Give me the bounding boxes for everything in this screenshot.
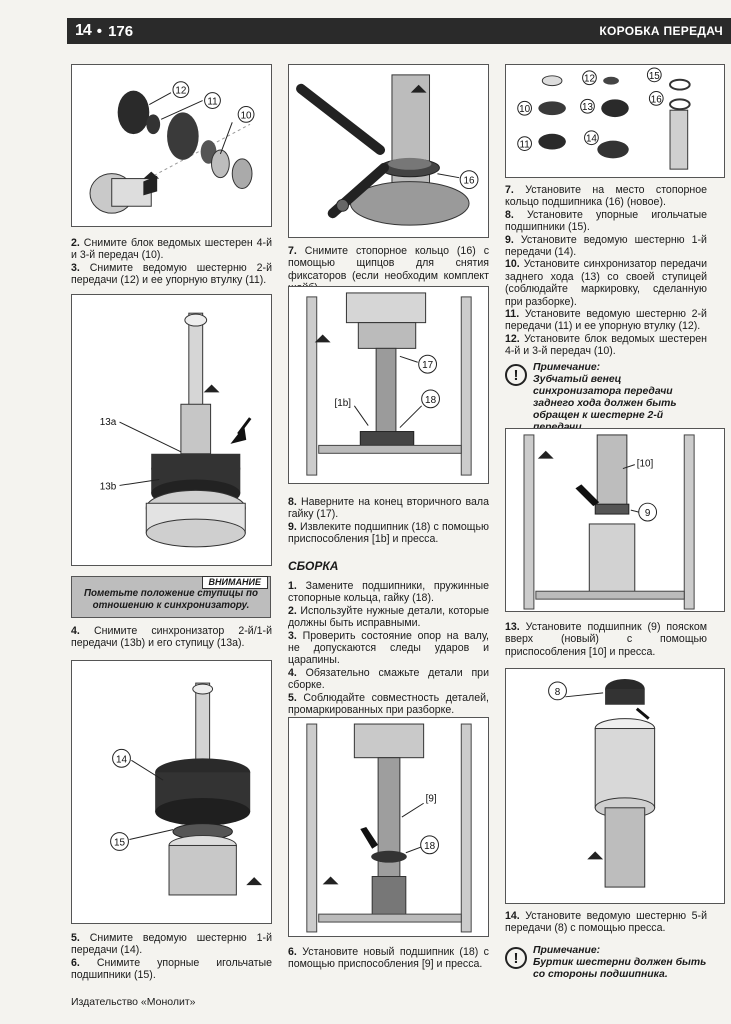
callout-18: 18 (425, 394, 437, 406)
callout-9: [9] (425, 793, 437, 805)
callout-1b: [1b] (334, 397, 352, 409)
col3-steps-7-12: 7. Установите на место стопорное кольцо подшипника (16) (новое). 8. Установите упорные игольчатые подшипники (15). 9. Установите ведомую шестерню 1-й передачи (14). 10. Установите синхронизатор передачи заднего хода (13) со своей ступицей (соблюдайте маркировку, сделанную при разборке). 11. Установите ведомую шестерню 2-й передачи (11) и ее упорную втулку (12). 12. Установите блок ведомых шестерен 4-й и 3-й передач (10). (505, 184, 707, 358)
callout-14: 14 (115, 754, 128, 766)
note-synchronizer (505, 362, 707, 434)
note-text: Зубчатый венец синхронизатора передачи заднего хода должен быть обращен к шестерне 2-й (533, 374, 677, 421)
page-header (67, 18, 731, 44)
col1-step-4: 4. Снимите синхронизатор 2-й/1-й передачи (13b) и его ступицу (13a). (71, 625, 272, 650)
callout-13: 13 (582, 102, 593, 114)
callout-12: 12 (175, 85, 187, 97)
figure-bearing-press-removal (288, 286, 489, 484)
section-title: КОРОБКА ПЕРЕДАЧ (599, 24, 723, 38)
callout-9b: 9 (644, 508, 651, 520)
figure-fifth-gear-install (505, 668, 725, 904)
callout-11b: 11 (519, 139, 530, 151)
col3-step-14: 14. Установите ведомую шестерню 5-й передачи (8) с помощью пресса. (505, 910, 707, 935)
callout-10b: 10 (519, 104, 531, 116)
note-text: Буртик шестерни должен быть со стороны подшипника. (533, 957, 707, 980)
col2-step-7: 7. Снимите стопорное кольцо (16) с помощью щипцов для снятия фиксаторов (если необходим комплект (288, 245, 489, 282)
col2-step-6: 6. Установите новый подшипник (18) с помощью приспособления [9] и пресса. (288, 946, 489, 971)
figure-bearing-install (288, 717, 489, 937)
figure-gear-removal (71, 64, 272, 227)
col1-steps-5-6: 5. Снимите ведомую шестерню 1-й передачи (14). 6. Снимите упорные игольчатые подшипники (15). (71, 932, 272, 982)
callout-15b: 15 (648, 70, 660, 82)
warning-triangle-icon (143, 172, 159, 179)
callout-13a: 13a (99, 417, 117, 429)
figure-bearing-9-install (505, 428, 725, 612)
col2-assembly-steps: 1. Замените подшипники, пружинные стопорные кольца, гайку (18). 2. Используйте нужные детали, которые должны быть исправными. 3. Проверить состояние опор на валу, не допускаются следы ударов и царапины. 4. Обязательно смажьте детали при сборке. 5. Соблюдайте совместность деталей, промаркированных при разборке. (288, 580, 490, 717)
page-number: 176 (108, 22, 134, 40)
warning-tag: ВНИМАНИЕ (202, 576, 268, 589)
callout-15: 15 (114, 837, 126, 849)
exclamation-icon: ! (505, 947, 527, 969)
callout-18b: 18 (424, 840, 436, 852)
figure-first-gear-removal (71, 660, 272, 924)
warning-box (71, 576, 271, 618)
note-gear-collar (505, 945, 707, 981)
col2-steps-8-9: 8. Наверните на конец вторичного вала гайку (17). 9. Извлеките подшипник (18) с помощью приспособления [1b] и пресса. (288, 496, 489, 546)
col1-steps-2-3: 2. Снимите блок ведомых шестерен 4-й и 3-й передач (10). 3. Снимите ведомую шестерню 2-й передачи (12) и ее упорную втулку (11). (71, 237, 272, 287)
callout-10c: [10] (636, 458, 654, 470)
bullet-separator: • (96, 22, 103, 40)
note-title: Примечание: (533, 362, 601, 373)
callout-14b: 14 (585, 133, 597, 145)
exclamation-icon: ! (505, 364, 527, 386)
callout-11: 11 (207, 96, 218, 108)
publisher-footer: Издательство «Монолит» (71, 996, 196, 1008)
callout-12b: 12 (583, 73, 595, 85)
figure-reassembly-parts (505, 64, 725, 178)
callout-16: 16 (463, 175, 475, 187)
callout-10: 10 (240, 110, 252, 122)
callout-16b: 16 (650, 94, 662, 106)
page-number-block (75, 22, 133, 40)
note-title: Примечание: (533, 945, 601, 956)
warning-text: Пометьте положение ступицы по отношению к синхронизатору. (83, 588, 258, 611)
callout-17: 17 (422, 360, 434, 372)
callout-8: 8 (554, 686, 561, 698)
col3-step-13: 13. Установите подшипник (9) пояском вверх (новый) с помощью приспособления [10] и пресса. (505, 621, 707, 658)
assembly-heading: СБОРКА (288, 559, 339, 573)
callout-13b: 13b (99, 481, 117, 493)
figure-circlip-removal (288, 64, 489, 238)
figure-synchronizer-removal (71, 294, 272, 566)
chapter-number: 14 (75, 22, 91, 39)
